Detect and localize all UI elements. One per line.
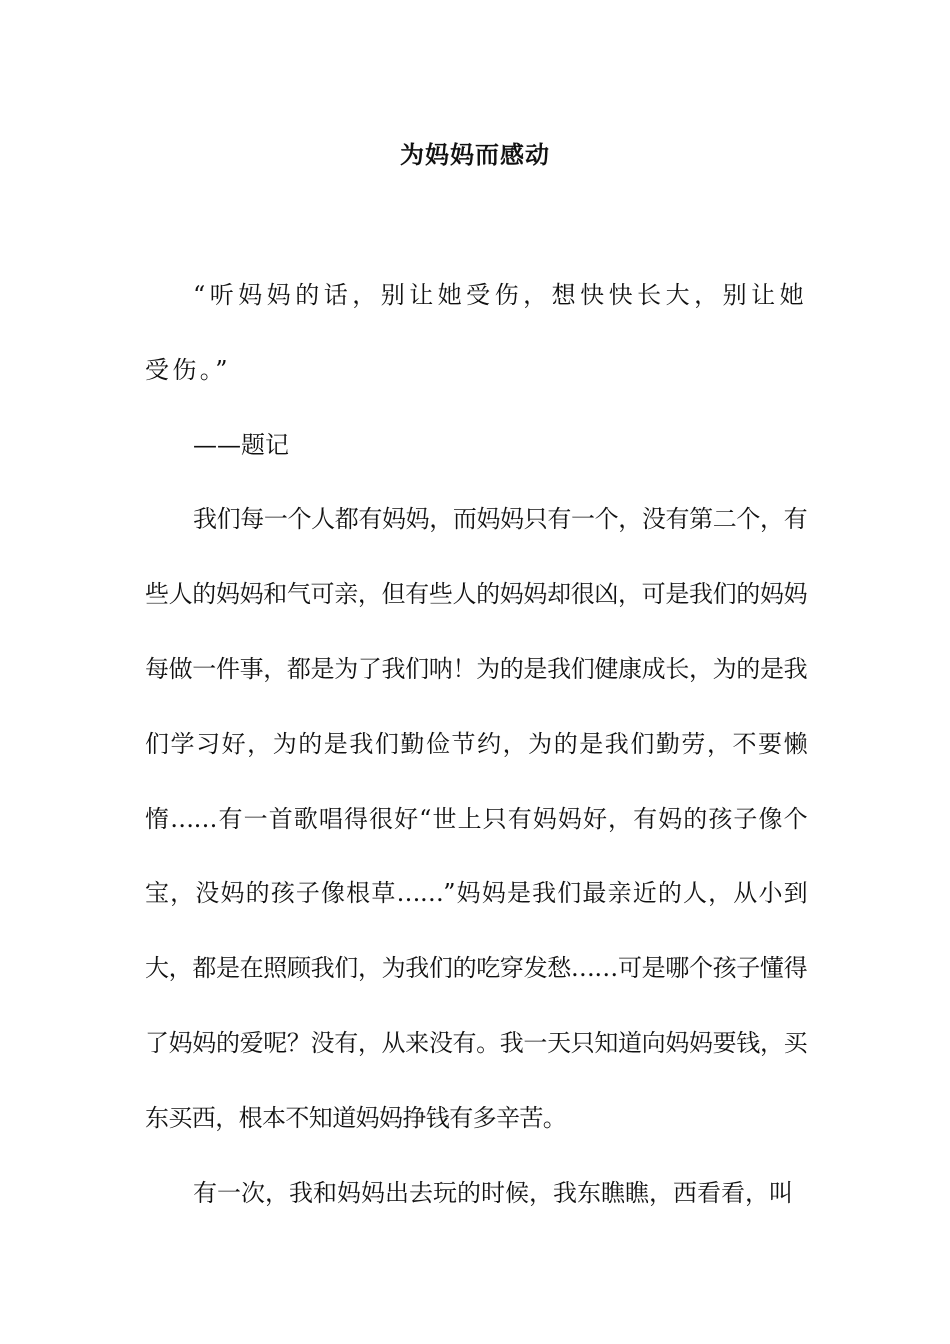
document-title: 为妈妈而感动 bbox=[400, 141, 550, 169]
body-paragraph: 有一次，我和妈妈出去玩的时候，我东瞧瞧，西看看，叫 bbox=[193, 1178, 793, 1207]
document-body bbox=[145, 258, 807, 1230]
epigraph-attribution: ——题记 bbox=[193, 430, 289, 459]
body-paragraph: 我们每一个人都有妈妈，而妈妈只有一个，没有第二个，有些人的妈妈和气可亲，但有些人的妈妈却很凶，可是我们的妈妈每做一件事，都是为了我们呐！为的是我们健康成长，为的是我们学习好，为的是我们勤俭节约，为的是我们勤劳，不要懒惰……有一首歌唱得很好“世上只有妈妈好，有妈的孩子像个宝，没妈的孩子像根草……”妈妈是我们最亲近的人，从小到大，都是在照顾我们，为我们的吃穿发愁……可是哪个孩子懂得了妈妈的爱呢？没有，从来没有。我一天只知道向妈妈要钱，买东买西，根本不知道妈妈挣钱有多辛苦。 bbox=[145, 505, 807, 1132]
epigraph-quote: “听妈妈的话，别让她受伤，想快快长大，别让她受伤。” bbox=[145, 281, 807, 384]
